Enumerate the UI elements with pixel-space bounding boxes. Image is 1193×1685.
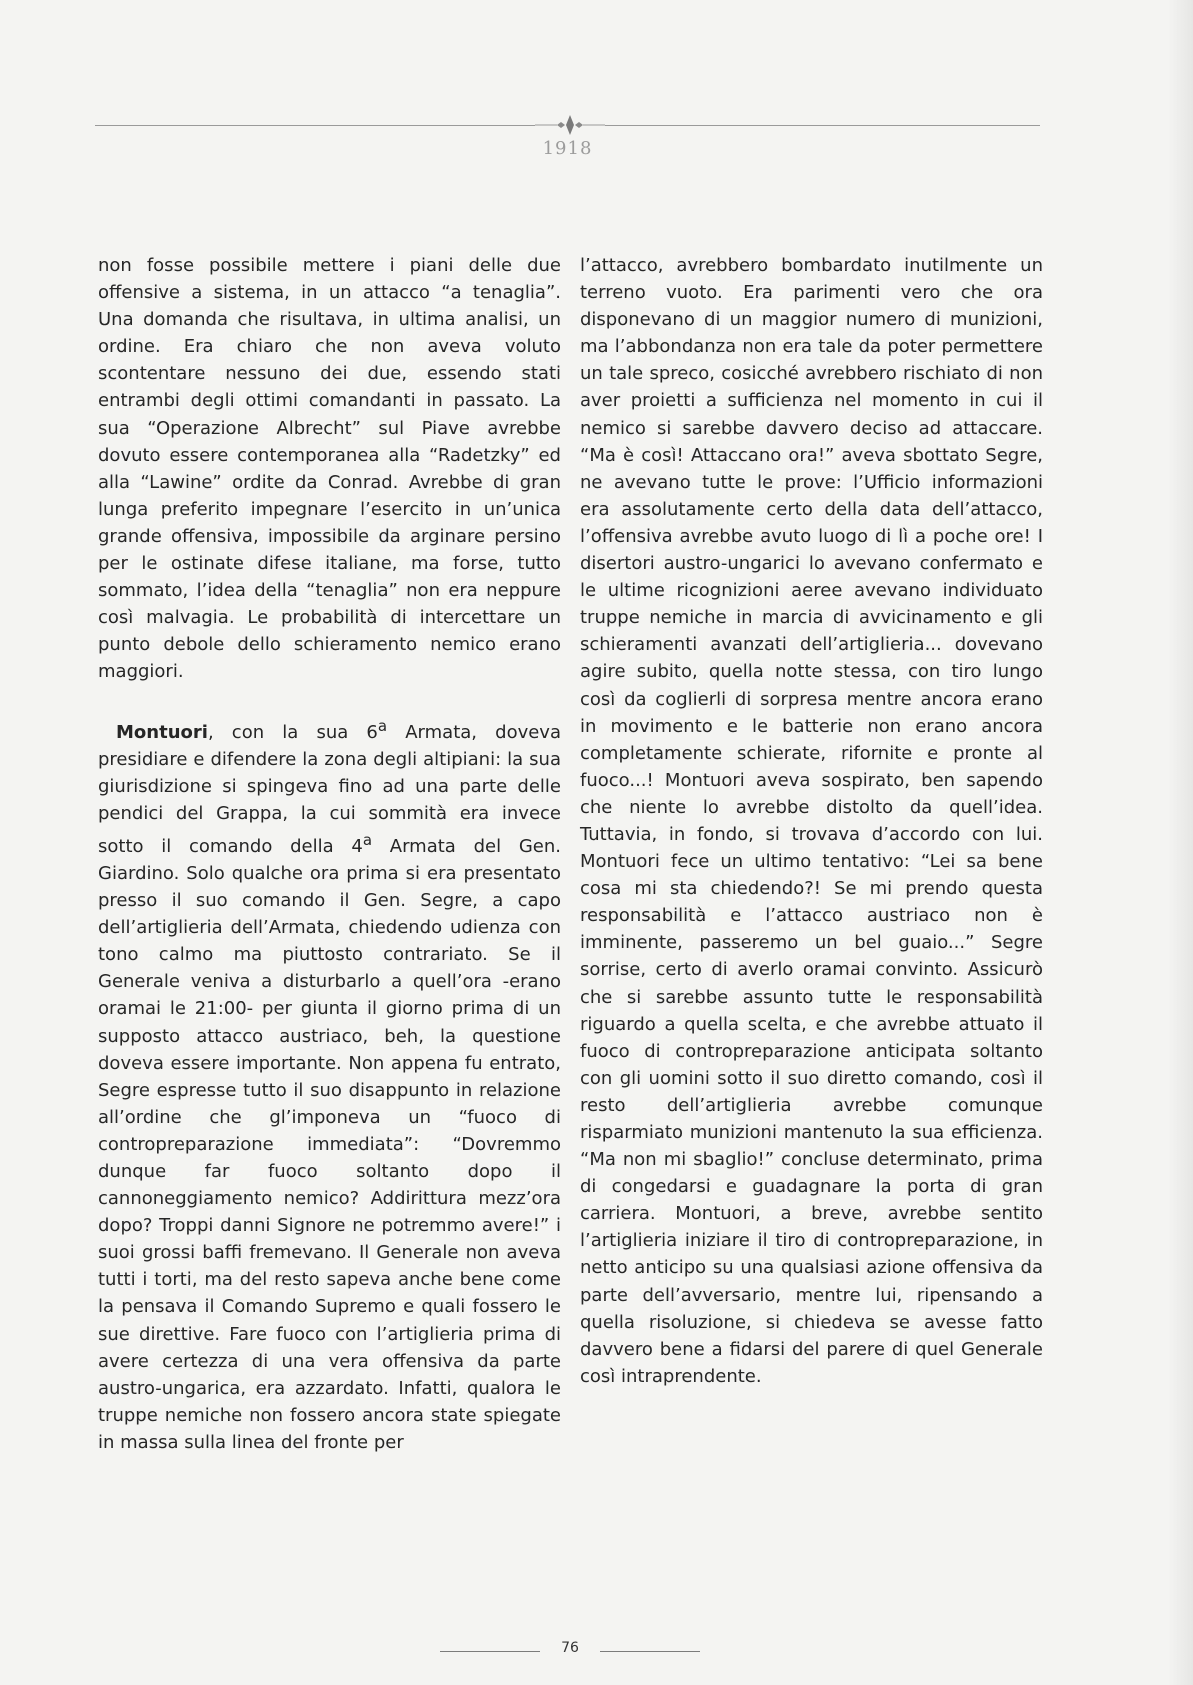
header-rule-left [95, 125, 535, 126]
page-footer [440, 1640, 740, 1670]
left-paragraph-1: non fosse possibile mettere i piani delle due offensive a sistema, in un attacco “a tenaglia”. Una domanda che risultava, in ultima analisi, un ordine. Era chiaro che non aveva voluto scontentare nessuno dei due, essendo stati entrambi degli ottimi comandanti in passato. La sua “Operazione Albrecht” sul Piave avrebbe dovuto essere contemporanea alla “Radetzky” ed alla “Lawine” ordite da Conrad. Avrebbe di gran lunga preferito impegnare l’esercito in un’unica grande offensiva, impossibile da arginare persino per le ostinate difese italiane, ma forse, tutto sommato, l’idea della “tenaglia” non era neppure così malvagia. Le probabilità di intercettare un punto debole dello schieramento nemico erano maggiori. [98, 255, 561, 683]
left-text-column [98, 252, 561, 1456]
right-paragraph-1: l’attacco, avrebbero bombardato inutilmente un terreno vuoto. Era parimenti vero che ora disponevano di un maggior numero di munizioni, ma l’abbondanza non era tale da poter permettere un tale spreco, cosicché avrebbero rischiato di non aver proietti a sufficienza nel momento in cui il nemico si sarebbe davvero deciso ad attaccare. “Ma è così! Attaccano ora!” aveva sbottato Segre, ne avevano tutte le prove: l’Ufficio informazioni era assolutamente certo della data dell’attacco, l’offensiva avrebbe avuto luogo di lì a poche ore! I disertori austro-ungarici lo avevano confermato e le ultime ricognizioni aeree avevano individuato truppe nemiche in marcia di avvicinamento e gli schieramenti avanzati dell’artiglieria... dovevano agire subito, quella notte stessa, con tiro lungo così da coglierli di sorpresa mentre ancora erano in movimento e le batterie non erano ancora completamente schierate, rifornite e pronte al fuoco...! Montuori aveva sospirato, ben sapendo che niente lo avrebbe distolto da quell’idea. Tuttavia, in fondo, si trovava d’accordo con lui. Montuori fece un ultimo tentativo: “Lei sa bene cosa mi sta chiedendo?! Se mi prendo questa responsabilità e l’attacco austriaco non è imminente, passeremo un bel guaio...” Segre sorrise, certo di averlo oramai convinto. Assicurò che si sarebbe assunto tutte le responsabilità riguardo a quella scelta, e che avrebbe attuato il fuoco di contropreparazione anticipata soltanto con gli uomini sotto il suo diretto comando, così il resto dell’artiglieria avrebbe comunque risparmiato munizioni mantenuto la sua efficienza. “Ma non mi sbaglio!” concluse determinato, prima di congedarsi e guadagnare la porta di gran carriera. Montuori, a breve, avrebbe sentito l’artiglieria iniziare il tiro di contropreparazione, in netto anticipo su una qualsiasi azione offensiva da parte dell’avversario, mentre lui, ripensando a quella risoluzione, si chiedeva se avesse fatto davvero bene a fidarsi del parere di quel Generale così intraprendente. [580, 255, 1043, 1387]
running-header-year: 1918 [542, 138, 593, 159]
header-rule-right [605, 125, 1040, 126]
bold-name-montuori: Montuori [116, 721, 208, 743]
right-text-column [580, 252, 1043, 1390]
fleuron-ornament-icon [535, 112, 605, 138]
running-header [95, 112, 1040, 172]
page-edge-shadow [1168, 0, 1193, 1685]
footer-rule-left [440, 1651, 540, 1652]
page-number: 76 [561, 1640, 579, 1656]
left-paragraph-2: Montuori, con la sua 6$^a$ Armata, doveva presidiare e difendere la zona degli altipiani: la sua giurisdizione si spingeva fino ad una parte delle pendici del Grappa, la cui sommità era invece sotto il comando della 4$^a$ Armata del Gen. Giardino. Solo qualche ora prima si era presentato presso il suo comando il Gen. Segre, a capo dell’artiglieria dell’Armata, chiedendo udienza con tono calmo ma piuttosto contrariato. Se il Generale veniva a disturbarlo a quell’ora -erano oramai le 21:00- per giunta il giorno prima di un supposto attacco austriaco, beh, la questione doveva essere importante. Non appena fu entrato, Segre espresse tutto il suo disappunto in relazione all’ordine che gl’imponeva un “fuoco di contropreparazione immediata”: “Dovremmo dunque far fuoco soltanto dopo il cannoneggiamento nemico? Addirittura mezz’ora dopo? Troppi danni Signore ne potremmo avere!” i suoi grossi baffi fremevano. Il Generale non aveva tutti i torti, ma del resto sapeva anche bene come la pensava il Comando Supremo e quali fossero le sue direttive. Fare fuoco con l’artiglieria prima di avere certezza di una vera offensiva da parte austro-ungarica, era azzardato. Infatti, qualora le truppe nemiche non fossero ancora state spiegate in massa sulla linea del fronte per [98, 716, 561, 1453]
footer-rule-right [600, 1651, 700, 1652]
